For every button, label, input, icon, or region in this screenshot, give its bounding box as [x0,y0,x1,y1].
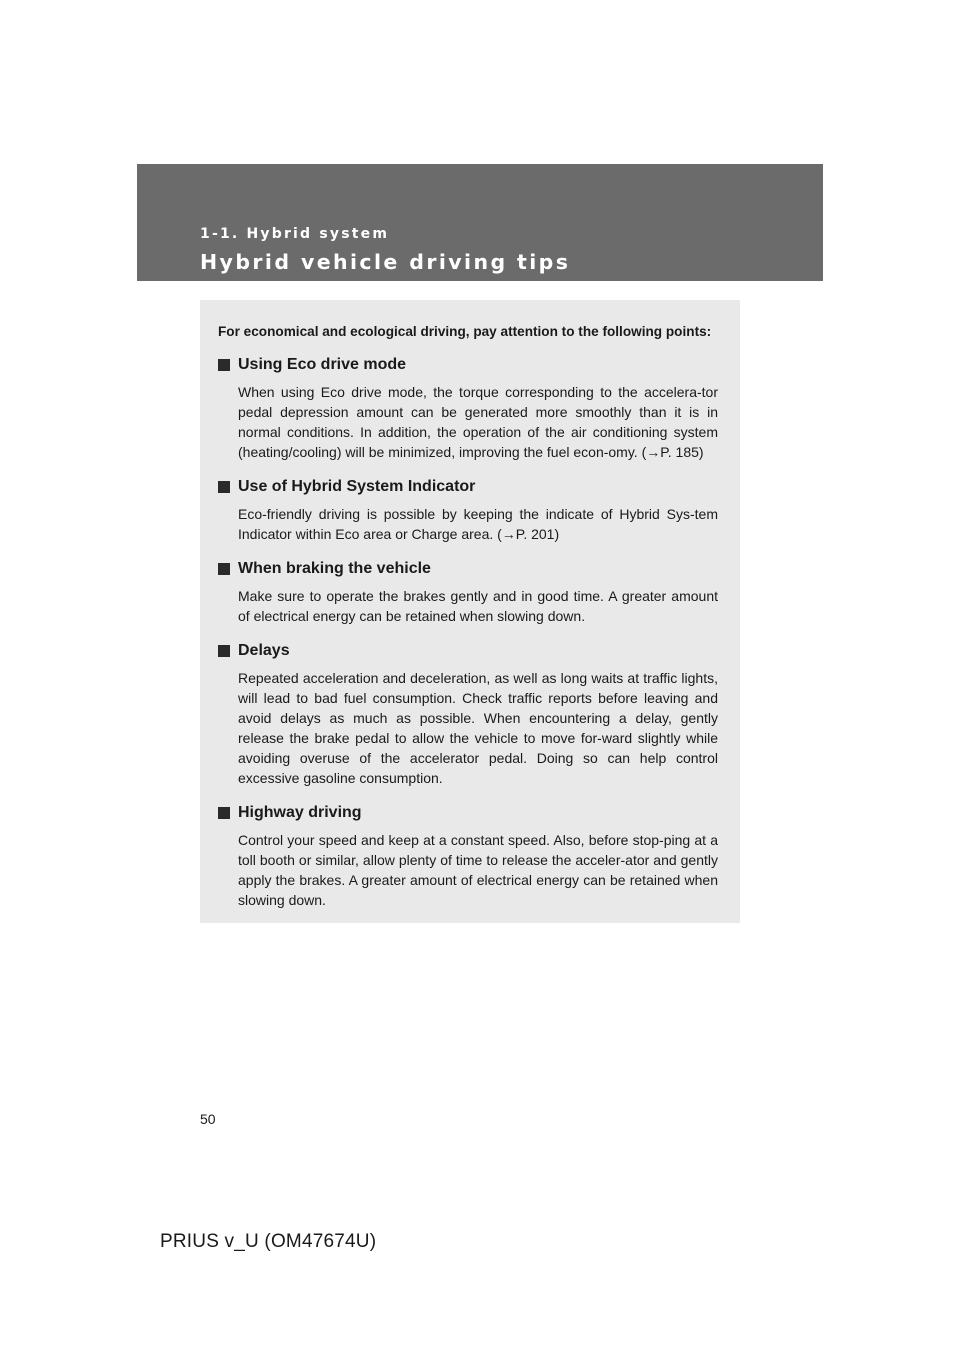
tip-body: Make sure to operate the brakes gently and in good time. A greater amount of electrical energy can be retained when slowing down. [238,588,718,624]
square-bullet-icon [218,359,230,371]
tip-body: Control your speed and keep at a constant speed. Also, before stop-ping at a toll booth or similar, allow plenty of time to release the acceler-ator and gently apply the brakes. A greater amount of electrical energy can be retained when slowing down. [238,832,718,908]
intro-text: For economical and ecological driving, pay attention to the following points: [218,324,712,339]
square-bullet-icon [218,645,230,657]
tip-hybrid-system-indicator [218,475,718,544]
tip-heading-text: Delays [238,642,290,659]
tip-heading [218,475,718,499]
tip-body: When using Eco drive mode, the torque corresponding to the accelera-tor pedal depression amount can be generated more smoothly than it is in normal conditions. In addition, the operation of the air conditioning system (heating/cooling) will be minimized, improving the fuel econ-omy. (→P. 185) [238,384,718,460]
page-number: 50 [200,1111,216,1127]
tip-heading [218,353,718,377]
square-bullet-icon [218,807,230,819]
tip-heading-text: When braking the vehicle [238,560,431,577]
tip-body: Repeated acceleration and deceleration, as well as long waits at traffic lights, will lead to bad fuel consumption. Check traffic reports before leaving and avoid delays as much as possible. When encountering a delay, gently release the brake pedal to allow the vehicle to move for-ward slightly while avoiding overuse of the accelerator pedal. Doing so can help control excessive gasoline consumption. [238,670,718,786]
square-bullet-icon [218,481,230,493]
content-box [200,300,740,923]
tip-heading [218,801,718,825]
page-title: Hybrid vehicle driving tips [200,250,571,274]
tip-body: Eco-friendly driving is possible by keeping the indicate of Hybrid Sys-tem Indicator within Eco area or Charge area. (→P. 201) [238,506,718,542]
tip-highway-driving [218,801,718,910]
tip-braking [218,557,718,626]
tip-delays [218,639,718,788]
tip-eco-drive-mode [218,353,718,462]
square-bullet-icon [218,563,230,575]
section-label: 1-1. Hybrid system [200,226,390,242]
tip-heading-text: Highway driving [238,804,362,821]
footer-model-code: PRIUS v_U (OM47674U) [160,1231,377,1252]
tip-heading [218,639,718,663]
tip-heading-text: Use of Hybrid System Indicator [238,478,476,495]
tip-heading [218,557,718,581]
tip-heading-text: Using Eco drive mode [238,356,407,373]
